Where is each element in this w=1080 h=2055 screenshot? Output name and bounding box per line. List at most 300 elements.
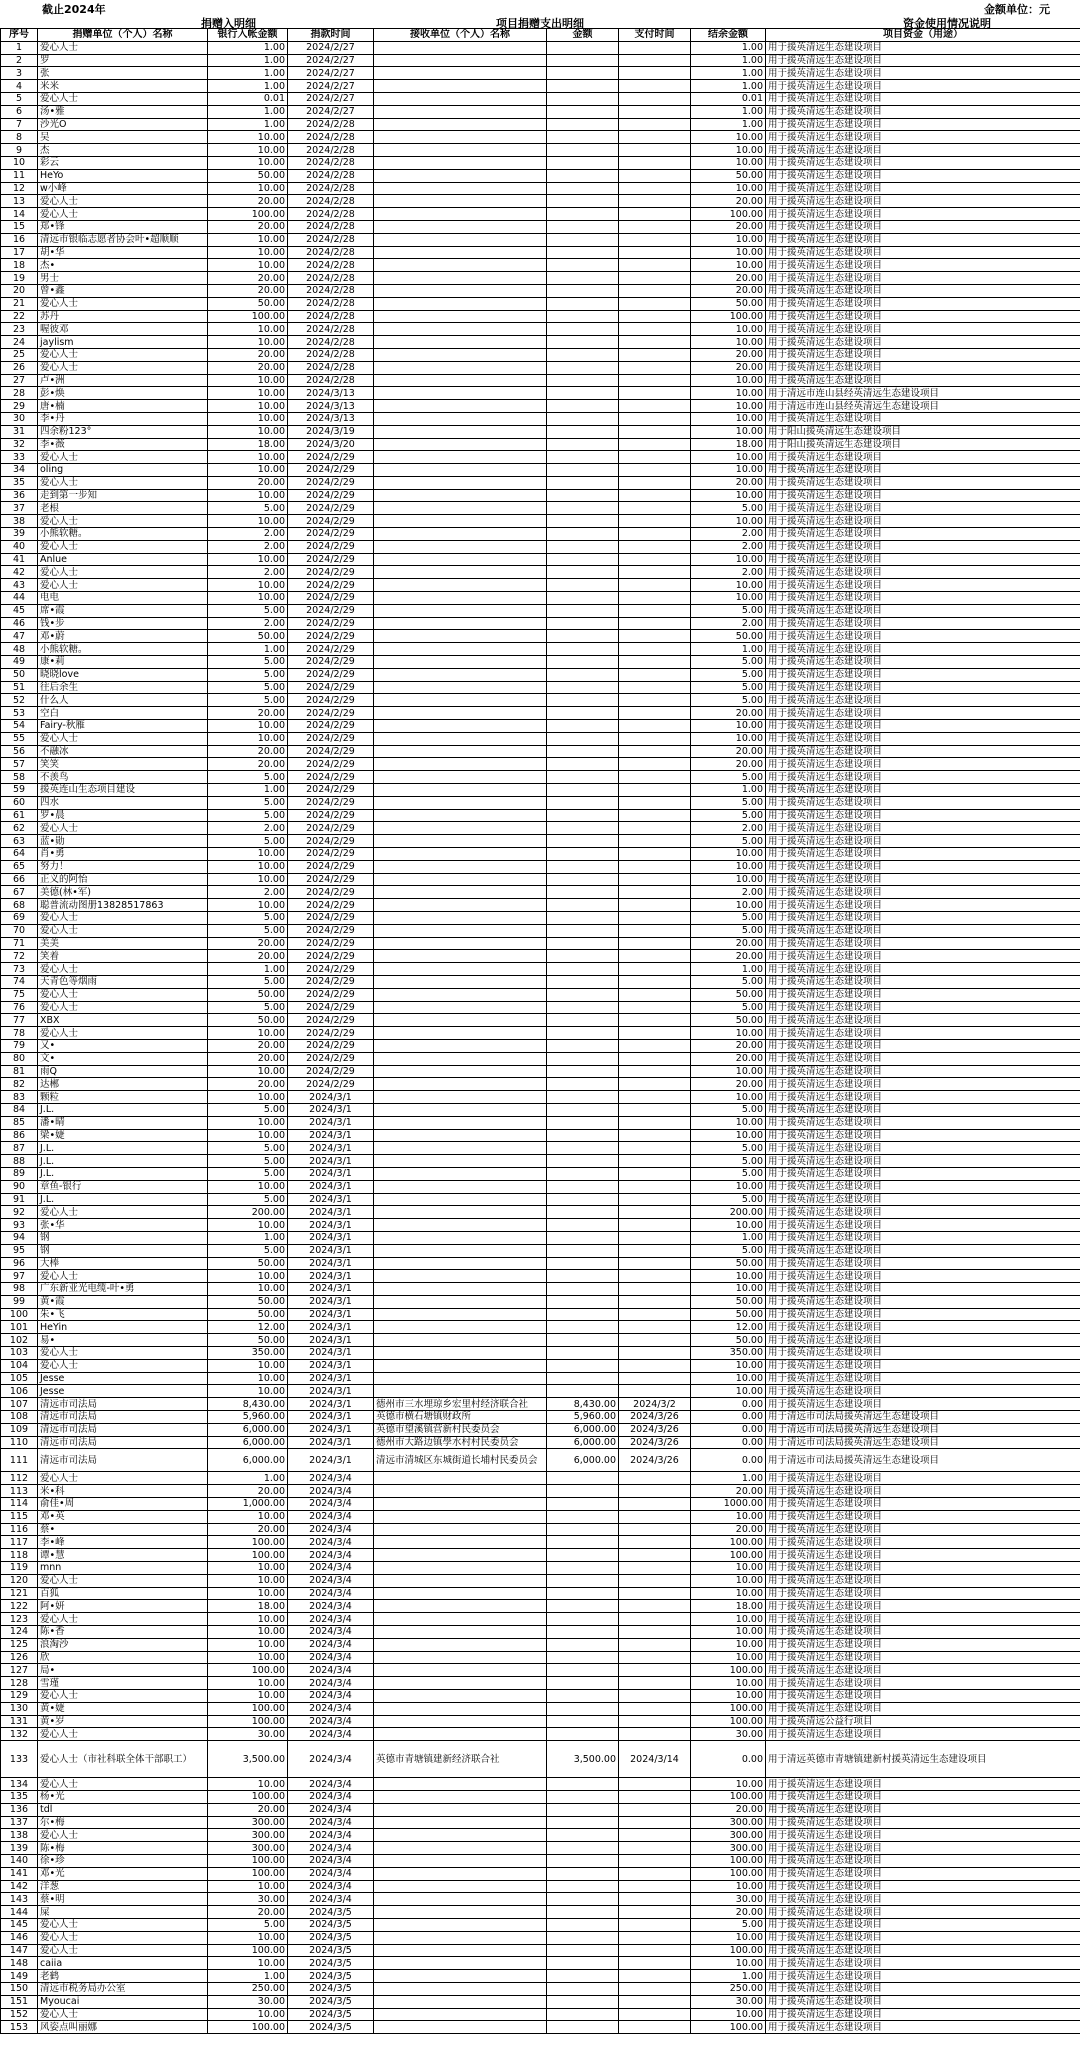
expense-amount [547, 553, 619, 566]
bank-amount: 10.00 [208, 387, 288, 400]
row-index: 36 [1, 489, 38, 502]
pay-date [619, 118, 691, 131]
donor-name: 男士 [38, 272, 208, 285]
balance-amount: 18.00 [691, 1600, 766, 1613]
expense-amount [547, 1039, 619, 1052]
col-header-balance: 结余金额 [691, 29, 766, 42]
donation-date: 2024/2/28 [288, 259, 374, 272]
row-index: 62 [1, 822, 38, 835]
expense-amount [547, 1231, 619, 1244]
donor-name: oling [38, 464, 208, 477]
table-row [1, 873, 1080, 886]
row-index: 52 [1, 694, 38, 707]
table-row [1, 681, 1080, 694]
pay-date [619, 1613, 691, 1626]
donation-date: 2024/3/4 [288, 1638, 374, 1651]
pay-date [619, 1664, 691, 1677]
donation-date: 2024/3/4 [288, 1893, 374, 1906]
table-row [1, 374, 1080, 387]
table-row [1, 502, 1080, 515]
bank-amount: 100.00 [208, 2021, 288, 2034]
bank-amount: 10.00 [208, 579, 288, 592]
recipient-name [374, 604, 547, 617]
bank-amount: 20.00 [208, 1906, 288, 1919]
recipient-name [374, 1295, 547, 1308]
bank-amount: 100.00 [208, 310, 288, 323]
usage-note: 用于援英清远生态建设项目 [766, 963, 1080, 976]
balance-amount: 100.00 [691, 1944, 766, 1957]
balance-amount: 50.00 [691, 169, 766, 182]
pay-date [619, 476, 691, 489]
recipient-name [374, 963, 547, 976]
table-row [1, 1562, 1080, 1575]
donation-date: 2024/3/1 [288, 1308, 374, 1321]
pay-date [619, 182, 691, 195]
row-index: 125 [1, 1638, 38, 1651]
usage-note: 用于援英清远生态建设项目 [766, 1206, 1080, 1219]
balance-amount: 10.00 [691, 1372, 766, 1385]
balance-amount: 10.00 [691, 1626, 766, 1639]
pay-date [619, 1129, 691, 1142]
balance-amount: 5.00 [691, 1142, 766, 1155]
table-row [1, 1449, 1080, 1472]
donation-date: 2024/3/5 [288, 1970, 374, 1983]
expense-amount [547, 1180, 619, 1193]
donor-name: 彭•焕 [38, 387, 208, 400]
expense-amount [547, 361, 619, 374]
pay-date [619, 1052, 691, 1065]
donor-name: 郑•锋 [38, 220, 208, 233]
expense-amount [547, 41, 619, 54]
bank-amount: 200.00 [208, 1206, 288, 1219]
balance-amount: 20.00 [691, 745, 766, 758]
table-row [1, 1574, 1080, 1587]
expense-amount [547, 1359, 619, 1372]
usage-note: 用于援英清远生态建设项目 [766, 1510, 1080, 1523]
usage-note: 用于援英清远生态建设项目 [766, 1893, 1080, 1906]
donation-date: 2024/2/29 [288, 848, 374, 861]
donor-name: 爱心人士 [38, 297, 208, 310]
bank-amount: 5.00 [208, 911, 288, 924]
donor-name: XBX [38, 1014, 208, 1027]
usage-note: 用于援英清远生态建设项目 [766, 502, 1080, 515]
recipient-name [374, 348, 547, 361]
usage-note: 用于援英清远生态建设项目 [766, 1842, 1080, 1855]
row-index: 143 [1, 1893, 38, 1906]
table-row [1, 617, 1080, 630]
usage-note: 用于援英清远生态建设项目 [766, 604, 1080, 617]
row-index: 124 [1, 1626, 38, 1639]
pay-date [619, 1816, 691, 1829]
bank-amount: 300.00 [208, 1829, 288, 1842]
bank-amount: 20.00 [208, 348, 288, 361]
row-index: 112 [1, 1472, 38, 1485]
expense-amount [547, 1257, 619, 1270]
donor-name: 聪普流动图册13828517863 [38, 899, 208, 912]
pay-date [619, 681, 691, 694]
row-index: 45 [1, 604, 38, 617]
table-row [1, 1027, 1080, 1040]
usage-note: 用于援英清远生态建设项目 [766, 80, 1080, 93]
row-index: 22 [1, 310, 38, 323]
usage-note: 用于援英清远生态建设项目 [766, 553, 1080, 566]
recipient-name [374, 771, 547, 784]
recipient-name [374, 630, 547, 643]
balance-amount: 10.00 [691, 1587, 766, 1600]
expense-amount [547, 848, 619, 861]
row-index: 128 [1, 1677, 38, 1690]
donation-date: 2024/3/4 [288, 1664, 374, 1677]
expense-amount [547, 1065, 619, 1078]
row-index: 3 [1, 67, 38, 80]
donation-date: 2024/2/29 [288, 835, 374, 848]
donation-date: 2024/3/1 [288, 1347, 374, 1360]
usage-note: 用于援英清远生态建设项目 [766, 937, 1080, 950]
recipient-name [374, 54, 547, 67]
row-index: 77 [1, 1014, 38, 1027]
expense-amount [547, 694, 619, 707]
recipient-name [374, 681, 547, 694]
bank-amount: 10.00 [208, 1574, 288, 1587]
donor-name: 四水 [38, 796, 208, 809]
donor-name: 广东新亚光电缆-叶•勇 [38, 1283, 208, 1296]
bank-amount: 10.00 [208, 1065, 288, 1078]
recipient-name [374, 323, 547, 336]
row-index: 26 [1, 361, 38, 374]
bank-amount: 10.00 [208, 131, 288, 144]
recipient-name [374, 1485, 547, 1498]
row-index: 12 [1, 182, 38, 195]
donation-date: 2024/2/29 [288, 656, 374, 669]
donor-name: 张•华 [38, 1219, 208, 1232]
expense-amount [547, 259, 619, 272]
table-row [1, 1039, 1080, 1052]
recipient-name [374, 937, 547, 950]
donor-name: 钢 [38, 1244, 208, 1257]
expense-amount [547, 1078, 619, 1091]
donation-date: 2024/3/13 [288, 412, 374, 425]
recipient-name [374, 860, 547, 873]
balance-amount: 10.00 [691, 860, 766, 873]
balance-amount: 2.00 [691, 528, 766, 541]
expense-amount [547, 1562, 619, 1575]
donation-date: 2024/2/27 [288, 54, 374, 67]
usage-note: 用于援英清远生态建设项目 [766, 1347, 1080, 1360]
balance-amount: 1.00 [691, 105, 766, 118]
bank-amount: 10.00 [208, 489, 288, 502]
donor-name: 爱心人士 [38, 1359, 208, 1372]
donation-date: 2024/3/4 [288, 1587, 374, 1600]
recipient-name [374, 1116, 547, 1129]
table-row [1, 604, 1080, 617]
donor-name: 钢 [38, 1231, 208, 1244]
usage-note: 用于援英清远生态建设项目 [766, 1790, 1080, 1803]
bank-amount: 1.00 [208, 105, 288, 118]
recipient-name [374, 1906, 547, 1919]
table-row [1, 950, 1080, 963]
recipient-name [374, 1536, 547, 1549]
table-row [1, 848, 1080, 861]
balance-amount: 1.00 [691, 118, 766, 131]
pay-date [619, 1167, 691, 1180]
pay-date [619, 1778, 691, 1791]
balance-amount: 1.00 [691, 784, 766, 797]
pay-date [619, 1472, 691, 1485]
usage-note: 用于清远市连山县经英清远生态建设项目 [766, 387, 1080, 400]
row-index: 115 [1, 1510, 38, 1523]
bank-amount: 10.00 [208, 1091, 288, 1104]
usage-note: 用于援英清远生态建设项目 [766, 272, 1080, 285]
donor-name: 张 [38, 67, 208, 80]
table-row [1, 476, 1080, 489]
donor-name: 往后余生 [38, 681, 208, 694]
donor-name: 罗 [38, 54, 208, 67]
recipient-name [374, 1867, 547, 1880]
recipient-name [374, 1995, 547, 2008]
usage-note: 用于援英清远生态建设项目 [766, 54, 1080, 67]
table-row [1, 92, 1080, 105]
pay-date [619, 336, 691, 349]
table-row [1, 1193, 1080, 1206]
pay-date [619, 745, 691, 758]
bank-amount: 1.00 [208, 1970, 288, 1983]
usage-note: 用于清远市连山县经英清远生态建设项目 [766, 400, 1080, 413]
usage-note: 用于援英清远生态建设项目 [766, 899, 1080, 912]
expense-amount [547, 438, 619, 451]
pay-date [619, 361, 691, 374]
expense-amount [547, 758, 619, 771]
usage-note: 用于援英清远生态建设项目 [766, 2008, 1080, 2021]
row-index: 95 [1, 1244, 38, 1257]
pay-date [619, 1142, 691, 1155]
donation-date: 2024/2/29 [288, 1014, 374, 1027]
expense-amount [547, 105, 619, 118]
recipient-name [374, 848, 547, 861]
bank-amount: 2.00 [208, 528, 288, 541]
donation-date: 2024/2/29 [288, 489, 374, 502]
table-row [1, 1359, 1080, 1372]
pay-date [619, 1103, 691, 1116]
table-row [1, 208, 1080, 221]
bank-amount: 10.00 [208, 259, 288, 272]
expense-amount [547, 1523, 619, 1536]
donor-name: 局• [38, 1664, 208, 1677]
table-row [1, 1613, 1080, 1626]
donation-date: 2024/2/28 [288, 284, 374, 297]
usage-note: 用于援英清远生态建设项目 [766, 297, 1080, 310]
table-row [1, 886, 1080, 899]
donation-date: 2024/3/5 [288, 1957, 374, 1970]
expense-amount [547, 220, 619, 233]
expense-amount [547, 489, 619, 502]
bank-amount: 2.00 [208, 540, 288, 553]
pay-date [619, 732, 691, 745]
usage-note: 用于援英清远生态建设项目 [766, 873, 1080, 886]
bank-amount: 10.00 [208, 2008, 288, 2021]
usage-note: 用于援英清远生态建设项目 [766, 848, 1080, 861]
usage-note: 用于援英清远生态建设项目 [766, 1372, 1080, 1385]
usage-note: 用于援英清远生态建设项目 [766, 1600, 1080, 1613]
row-index: 136 [1, 1803, 38, 1816]
bank-amount: 10.00 [208, 400, 288, 413]
deadline-label: 截止2024年 [42, 3, 106, 16]
bank-amount: 10.00 [208, 1359, 288, 1372]
recipient-name [374, 1790, 547, 1803]
table-row [1, 400, 1080, 413]
recipient-name [374, 67, 547, 80]
usage-note: 用于援英清远生态建设项目 [766, 284, 1080, 297]
donor-name: 苏丹 [38, 310, 208, 323]
recipient-name: 英德市青塘镇建新经济联合社 [374, 1741, 547, 1778]
donation-date: 2024/2/27 [288, 41, 374, 54]
table-row [1, 1778, 1080, 1791]
expense-amount [547, 1829, 619, 1842]
recipient-name [374, 656, 547, 669]
expense-amount [547, 310, 619, 323]
usage-note: 用于援英清远生态建设项目 [766, 630, 1080, 643]
recipient-name [374, 1957, 547, 1970]
row-index: 2 [1, 54, 38, 67]
usage-note: 用于援英清远生态建设项目 [766, 1829, 1080, 1842]
pay-date [619, 310, 691, 323]
recipient-name [374, 489, 547, 502]
donor-name: 米•科 [38, 1485, 208, 1498]
expense-amount [547, 54, 619, 67]
table-row [1, 1957, 1080, 1970]
pay-date [619, 425, 691, 438]
recipient-name [374, 41, 547, 54]
bank-amount: 10.00 [208, 1270, 288, 1283]
donor-name: 屎 [38, 1906, 208, 1919]
table-row [1, 425, 1080, 438]
row-index: 74 [1, 975, 38, 988]
balance-amount: 20.00 [691, 950, 766, 963]
recipient-name [374, 182, 547, 195]
bank-amount: 1.00 [208, 643, 288, 656]
donation-date: 2024/3/1 [288, 1206, 374, 1219]
row-index: 41 [1, 553, 38, 566]
donation-date: 2024/2/29 [288, 745, 374, 758]
usage-note: 用于援英清远生态建设项目 [766, 1728, 1080, 1741]
usage-note: 用于援英清远生态建设项目 [766, 208, 1080, 221]
table-row [1, 1651, 1080, 1664]
table-row [1, 1498, 1080, 1511]
pay-date [619, 1790, 691, 1803]
recipient-name [374, 412, 547, 425]
row-index: 140 [1, 1854, 38, 1867]
usage-note: 用于援英清远生态建设项目 [766, 1485, 1080, 1498]
donor-name: 空白 [38, 707, 208, 720]
row-index: 91 [1, 1193, 38, 1206]
pay-date [619, 950, 691, 963]
bank-amount: 300.00 [208, 1816, 288, 1829]
recipient-name [374, 822, 547, 835]
donor-name: 蔡•明 [38, 1893, 208, 1906]
donation-date: 2024/3/4 [288, 1523, 374, 1536]
donation-date: 2024/3/4 [288, 1829, 374, 1842]
recipient-name [374, 873, 547, 886]
table-row [1, 1741, 1080, 1778]
balance-amount: 10.00 [691, 489, 766, 502]
pay-date [619, 963, 691, 976]
donor-name: 爱心人士（市社科联全体干部职工） [38, 1741, 208, 1778]
pay-date [619, 233, 691, 246]
donation-date: 2024/2/29 [288, 873, 374, 886]
bank-amount: 20.00 [208, 272, 288, 285]
expense-amount [547, 374, 619, 387]
bank-amount: 50.00 [208, 1295, 288, 1308]
pay-date [619, 387, 691, 400]
row-index: 135 [1, 1790, 38, 1803]
donation-date: 2024/2/29 [288, 630, 374, 643]
balance-amount: 5.00 [691, 1103, 766, 1116]
donation-date: 2024/2/29 [288, 502, 374, 515]
usage-note: 用于援英清远生态建设项目 [766, 1116, 1080, 1129]
bank-amount: 8,430.00 [208, 1398, 288, 1411]
row-index: 66 [1, 873, 38, 886]
bank-amount: 20.00 [208, 1523, 288, 1536]
table-row [1, 1103, 1080, 1116]
row-index: 130 [1, 1702, 38, 1715]
recipient-name [374, 1562, 547, 1575]
table-row [1, 911, 1080, 924]
expense-amount [547, 1472, 619, 1485]
row-index: 85 [1, 1116, 38, 1129]
usage-note: 用于援英清远生态建设项目 [766, 1295, 1080, 1308]
recipient-name [374, 643, 547, 656]
bank-amount: 20.00 [208, 220, 288, 233]
bank-amount: 6,000.00 [208, 1423, 288, 1436]
donor-name: 喔彼邓 [38, 323, 208, 336]
expense-amount [547, 92, 619, 105]
expense-amount [547, 911, 619, 924]
balance-amount: 1.00 [691, 54, 766, 67]
balance-amount: 5.00 [691, 771, 766, 784]
table-row [1, 1587, 1080, 1600]
row-index: 61 [1, 809, 38, 822]
pay-date [619, 694, 691, 707]
table-row [1, 387, 1080, 400]
table-row [1, 720, 1080, 733]
donor-name: 爱心人士 [38, 1206, 208, 1219]
bank-amount: 6,000.00 [208, 1449, 288, 1472]
donation-date: 2024/2/29 [288, 784, 374, 797]
balance-amount: 100.00 [691, 1664, 766, 1677]
row-index: 43 [1, 579, 38, 592]
bank-amount: 50.00 [208, 169, 288, 182]
pay-date [619, 911, 691, 924]
expense-amount [547, 1167, 619, 1180]
donor-name: 李•峰 [38, 1536, 208, 1549]
table-row [1, 272, 1080, 285]
bank-amount: 20.00 [208, 195, 288, 208]
table-row [1, 2008, 1080, 2021]
recipient-name [374, 1587, 547, 1600]
donation-date: 2024/3/1 [288, 1193, 374, 1206]
usage-note: 用于援英清远生态建设项目 [766, 1155, 1080, 1168]
pay-date [619, 1918, 691, 1931]
usage-note: 用于援英清远生态建设项目 [766, 809, 1080, 822]
row-index: 15 [1, 220, 38, 233]
pay-date [619, 784, 691, 797]
recipient-name [374, 1893, 547, 1906]
table-row [1, 1078, 1080, 1091]
expense-amount [547, 604, 619, 617]
balance-amount: 0.01 [691, 92, 766, 105]
row-index: 58 [1, 771, 38, 784]
row-index: 39 [1, 528, 38, 541]
pay-date [619, 848, 691, 861]
